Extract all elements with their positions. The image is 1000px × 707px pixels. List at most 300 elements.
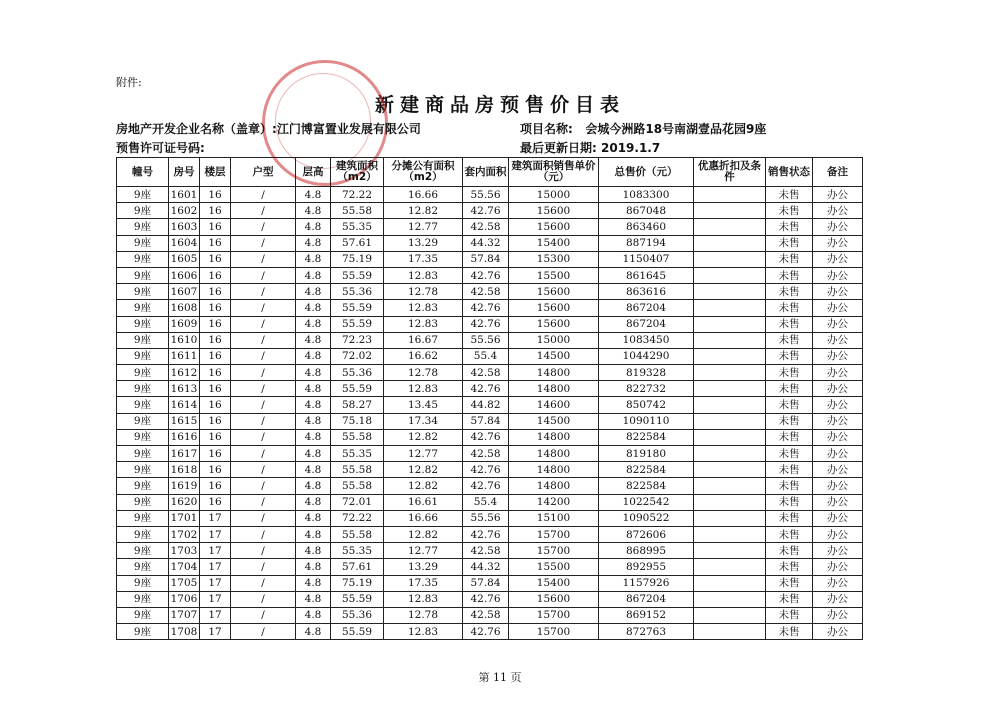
table-cell: 15600 (509, 284, 599, 300)
table-cell: 未售 (766, 526, 813, 542)
table-cell: 16 (200, 332, 231, 348)
table-cell: 办公 (813, 478, 863, 494)
table-cell: 1701 (169, 510, 200, 526)
table-cell: 57.61 (331, 235, 384, 251)
attachment-label: 附件: (116, 76, 142, 89)
table-cell: / (231, 543, 296, 559)
table-cell: / (231, 510, 296, 526)
table-cell: 未售 (766, 543, 813, 559)
table-cell: 55.59 (331, 624, 384, 640)
table-cell: 872606 (599, 526, 694, 542)
table-cell: 14600 (509, 397, 599, 413)
table-cell: 1619 (169, 478, 200, 494)
table-cell: 44.82 (463, 397, 509, 413)
table-cell: 9座 (117, 365, 169, 381)
table-cell (694, 300, 766, 316)
table-row (117, 607, 863, 623)
table-cell: 42.58 (463, 607, 509, 623)
table-cell: 办公 (813, 446, 863, 462)
table-cell (694, 365, 766, 381)
table-cell: 12.78 (384, 284, 463, 300)
table-cell (694, 591, 766, 607)
table-cell: / (231, 591, 296, 607)
table-cell: 42.76 (463, 381, 509, 397)
table-row (117, 316, 863, 332)
table-cell: 4.8 (296, 365, 331, 381)
table-cell: / (231, 526, 296, 542)
table-cell: 72.02 (331, 348, 384, 364)
table-cell: 17 (200, 510, 231, 526)
table-cell: 869152 (599, 607, 694, 623)
table-cell: 办公 (813, 591, 863, 607)
table-cell: 未售 (766, 494, 813, 510)
price-table (116, 157, 863, 640)
table-cell: 55.59 (331, 591, 384, 607)
table-row (117, 510, 863, 526)
table-cell: 办公 (813, 284, 863, 300)
table-cell: 15000 (509, 187, 599, 203)
developer-value: 江门博富置业发展有限公司 (276, 122, 421, 136)
table-cell: 75.19 (331, 575, 384, 591)
table-cell: / (231, 462, 296, 478)
table-cell: 办公 (813, 510, 863, 526)
table-cell: / (231, 251, 296, 267)
table-cell: 办公 (813, 348, 863, 364)
table-cell: 9座 (117, 316, 169, 332)
table-cell: 4.8 (296, 332, 331, 348)
table-cell: 9座 (117, 284, 169, 300)
table-row (117, 332, 863, 348)
table-cell: 17 (200, 607, 231, 623)
table-cell: 1022542 (599, 494, 694, 510)
table-cell (694, 397, 766, 413)
table-cell: 42.58 (463, 446, 509, 462)
table-cell: 1620 (169, 494, 200, 510)
table-cell: 9座 (117, 478, 169, 494)
table-cell: 55.58 (331, 429, 384, 445)
table-cell: 17.34 (384, 413, 463, 429)
table-cell: 1090522 (599, 510, 694, 526)
table-cell (694, 446, 766, 462)
table-cell: 办公 (813, 526, 863, 542)
table-cell: 4.8 (296, 543, 331, 559)
table-cell: 9座 (117, 559, 169, 575)
table-cell: 42.58 (463, 219, 509, 235)
table-cell: 1616 (169, 429, 200, 445)
table-row (117, 575, 863, 591)
table-row (117, 429, 863, 445)
table-cell: 4.8 (296, 413, 331, 429)
table-cell: 55.35 (331, 543, 384, 559)
document-title: 新建商品房预售价目表 (374, 94, 625, 116)
table-cell: 12.83 (384, 300, 463, 316)
table-cell: 未售 (766, 624, 813, 640)
table-cell: 1603 (169, 219, 200, 235)
table-cell: 1607 (169, 284, 200, 300)
table-cell: 16 (200, 348, 231, 364)
table-cell: 55.36 (331, 284, 384, 300)
developer-line (116, 120, 421, 137)
table-cell: 9座 (117, 494, 169, 510)
header-cell: 分摊公有面积（m2） (384, 158, 463, 187)
table-cell (694, 429, 766, 445)
table-cell: 未售 (766, 365, 813, 381)
table-cell: / (231, 300, 296, 316)
table-cell (694, 510, 766, 526)
table-cell: 15600 (509, 591, 599, 607)
table-cell (694, 187, 766, 203)
table-cell: 1610 (169, 332, 200, 348)
table-cell: 55.36 (331, 365, 384, 381)
table-cell: 57.61 (331, 559, 384, 575)
table-row (117, 526, 863, 542)
table-cell: 未售 (766, 446, 813, 462)
table-cell: 872763 (599, 624, 694, 640)
table-cell: 15600 (509, 316, 599, 332)
table-cell: 4.8 (296, 429, 331, 445)
table-row (117, 219, 863, 235)
table-cell: 9座 (117, 591, 169, 607)
table-cell: 42.58 (463, 543, 509, 559)
table-cell: / (231, 348, 296, 364)
table-row (117, 543, 863, 559)
table-cell: 4.8 (296, 187, 331, 203)
table-cell: 867204 (599, 300, 694, 316)
table-cell: 12.83 (384, 591, 463, 607)
table-cell (694, 624, 766, 640)
table-cell: / (231, 381, 296, 397)
permit-line (116, 139, 205, 156)
table-cell: 14800 (509, 365, 599, 381)
table-cell: / (231, 316, 296, 332)
table-cell: 16.62 (384, 348, 463, 364)
table-cell: 867204 (599, 316, 694, 332)
table-cell: 1617 (169, 446, 200, 462)
table-cell: 未售 (766, 300, 813, 316)
table-row (117, 203, 863, 219)
table-cell (694, 494, 766, 510)
table-cell: 4.8 (296, 348, 331, 364)
table-cell: 9座 (117, 510, 169, 526)
table-cell: 15700 (509, 543, 599, 559)
table-cell (694, 526, 766, 542)
header-cell: 层高 (296, 158, 331, 187)
table-cell: 42.76 (463, 300, 509, 316)
table-row (117, 381, 863, 397)
table-cell: 办公 (813, 235, 863, 251)
table-cell: 办公 (813, 316, 863, 332)
table-cell: 4.8 (296, 316, 331, 332)
table-cell: 9座 (117, 397, 169, 413)
table-cell: 4.8 (296, 284, 331, 300)
table-cell: 17 (200, 591, 231, 607)
table-cell (694, 478, 766, 494)
table-cell: 14200 (509, 494, 599, 510)
table-row (117, 559, 863, 575)
table-cell: 办公 (813, 429, 863, 445)
table-cell: 未售 (766, 607, 813, 623)
table-cell: 未售 (766, 348, 813, 364)
table-cell: 867204 (599, 591, 694, 607)
table-cell: 57.84 (463, 251, 509, 267)
table-cell: 17 (200, 543, 231, 559)
table-cell (694, 235, 766, 251)
table-cell: 办公 (813, 413, 863, 429)
table-cell: 9座 (117, 251, 169, 267)
header-cell: 优惠折扣及条件 (694, 158, 766, 187)
table-cell: 861645 (599, 267, 694, 283)
table-cell: 办公 (813, 187, 863, 203)
table-cell: 未售 (766, 591, 813, 607)
table-cell: 9座 (117, 413, 169, 429)
table-cell (694, 251, 766, 267)
table-cell: 15100 (509, 510, 599, 526)
header-cell: 销售状态 (766, 158, 813, 187)
table-cell: 14800 (509, 462, 599, 478)
table-cell: 16 (200, 365, 231, 381)
table-cell: 16 (200, 413, 231, 429)
table-cell: 16 (200, 494, 231, 510)
table-row (117, 267, 863, 283)
table-cell: 办公 (813, 203, 863, 219)
table-cell: 16 (200, 478, 231, 494)
table-cell: 9座 (117, 381, 169, 397)
table-cell: 9座 (117, 446, 169, 462)
table-cell: 办公 (813, 251, 863, 267)
table-cell: 1611 (169, 348, 200, 364)
table-cell: 办公 (813, 332, 863, 348)
table-cell: 55.56 (463, 187, 509, 203)
table-row (117, 446, 863, 462)
table-cell: 55.56 (463, 510, 509, 526)
updated-value: 2019.1.7 (601, 141, 661, 155)
table-cell (694, 607, 766, 623)
table-cell: 12.83 (384, 624, 463, 640)
table-cell: 57.84 (463, 413, 509, 429)
table-cell: 9座 (117, 203, 169, 219)
header-cell: 户型 (231, 158, 296, 187)
table-row (117, 462, 863, 478)
table-cell: 16 (200, 462, 231, 478)
table-row (117, 187, 863, 203)
table-cell: 4.8 (296, 203, 331, 219)
table-cell: 15400 (509, 235, 599, 251)
table-cell: 17.35 (384, 251, 463, 267)
table-cell: 1704 (169, 559, 200, 575)
header-cell: 总售价（元） (599, 158, 694, 187)
table-cell: 12.78 (384, 365, 463, 381)
table-cell: / (231, 446, 296, 462)
table-cell: 9座 (117, 267, 169, 283)
table-cell (694, 381, 766, 397)
table-cell (694, 575, 766, 591)
table-cell: 15700 (509, 624, 599, 640)
table-cell: 72.01 (331, 494, 384, 510)
table-cell: 42.76 (463, 462, 509, 478)
table-cell: 12.82 (384, 462, 463, 478)
header-cell: 楼层 (200, 158, 231, 187)
table-cell: 14800 (509, 429, 599, 445)
table-cell: 892955 (599, 559, 694, 575)
table-cell: 1702 (169, 526, 200, 542)
table-row (117, 478, 863, 494)
table-cell: 未售 (766, 235, 813, 251)
table-cell: 9座 (117, 300, 169, 316)
table-header-row (117, 158, 863, 187)
table-row (117, 494, 863, 510)
table-cell: 9座 (117, 332, 169, 348)
table-cell: 863460 (599, 219, 694, 235)
table-cell: 未售 (766, 187, 813, 203)
table-cell: 55.56 (463, 332, 509, 348)
table-cell: 9座 (117, 624, 169, 640)
table-cell: 55.58 (331, 203, 384, 219)
table-cell: 未售 (766, 397, 813, 413)
table-cell: 4.8 (296, 381, 331, 397)
table-cell: 819328 (599, 365, 694, 381)
header-cell: 备注 (813, 158, 863, 187)
table-cell: 4.8 (296, 446, 331, 462)
header-cell: 套内面积 (463, 158, 509, 187)
table-cell: 未售 (766, 251, 813, 267)
table-cell: 1708 (169, 624, 200, 640)
table-cell: 17 (200, 575, 231, 591)
table-cell: 12.83 (384, 267, 463, 283)
table-cell: 9座 (117, 607, 169, 623)
table-cell: 4.8 (296, 559, 331, 575)
table-cell: 办公 (813, 381, 863, 397)
table-cell: 72.22 (331, 187, 384, 203)
header-cell: 幢号 (117, 158, 169, 187)
table-cell: 未售 (766, 413, 813, 429)
table-cell: 办公 (813, 219, 863, 235)
table-cell: 12.82 (384, 429, 463, 445)
table-cell: 72.22 (331, 510, 384, 526)
table-cell: 15600 (509, 300, 599, 316)
table-cell: 12.77 (384, 446, 463, 462)
table-cell: 12.83 (384, 316, 463, 332)
table-cell: 1613 (169, 381, 200, 397)
table-cell: 1601 (169, 187, 200, 203)
table-cell: / (231, 478, 296, 494)
table-cell: 17 (200, 624, 231, 640)
table-cell: 未售 (766, 462, 813, 478)
table-cell: 16.66 (384, 510, 463, 526)
table-cell: 42.76 (463, 316, 509, 332)
table-cell: 1609 (169, 316, 200, 332)
table-cell: 14500 (509, 413, 599, 429)
table-cell: 4.8 (296, 607, 331, 623)
table-cell: 未售 (766, 429, 813, 445)
table-cell: 17 (200, 559, 231, 575)
table-cell: 868995 (599, 543, 694, 559)
table-cell: 16.66 (384, 187, 463, 203)
table-cell: 未售 (766, 478, 813, 494)
table-cell: 13.29 (384, 235, 463, 251)
table-cell: 1612 (169, 365, 200, 381)
table-cell: 办公 (813, 365, 863, 381)
table-cell: 16 (200, 235, 231, 251)
table-cell: 1618 (169, 462, 200, 478)
header-cell: 建筑面积销售单价（元） (509, 158, 599, 187)
table-cell: 办公 (813, 494, 863, 510)
table-cell: 15600 (509, 219, 599, 235)
table-cell: / (231, 267, 296, 283)
table-cell: 1044290 (599, 348, 694, 364)
table-cell: 未售 (766, 316, 813, 332)
table-cell: 16 (200, 397, 231, 413)
table-cell: / (231, 429, 296, 445)
table-cell: 4.8 (296, 526, 331, 542)
table-cell: 9座 (117, 526, 169, 542)
header-cell: 房号 (169, 158, 200, 187)
table-cell: 42.76 (463, 203, 509, 219)
table-cell (694, 203, 766, 219)
table-cell: 未售 (766, 219, 813, 235)
table-cell: 1604 (169, 235, 200, 251)
table-cell: 15700 (509, 526, 599, 542)
table-cell: 未售 (766, 559, 813, 575)
table-cell: / (231, 235, 296, 251)
table-cell: 15000 (509, 332, 599, 348)
table-cell: 55.59 (331, 267, 384, 283)
table-cell: 办公 (813, 624, 863, 640)
table-cell: 4.8 (296, 510, 331, 526)
table-cell: 4.8 (296, 478, 331, 494)
table-cell: 16 (200, 300, 231, 316)
table-cell: 16 (200, 187, 231, 203)
header-cell: 建筑面积（m2） (331, 158, 384, 187)
table-cell: 9座 (117, 187, 169, 203)
table-cell: 未售 (766, 510, 813, 526)
table-cell: 44.32 (463, 235, 509, 251)
table-cell: 16 (200, 203, 231, 219)
table-cell: 55.35 (331, 446, 384, 462)
table-cell: 15300 (509, 251, 599, 267)
table-cell: 867048 (599, 203, 694, 219)
table-cell: 1608 (169, 300, 200, 316)
table-body (117, 187, 863, 640)
table-cell: 822584 (599, 429, 694, 445)
table-cell: 办公 (813, 575, 863, 591)
table-cell: 未售 (766, 332, 813, 348)
table-cell: 42.58 (463, 365, 509, 381)
table-cell: 9座 (117, 575, 169, 591)
table-cell: 16 (200, 219, 231, 235)
table-row (117, 397, 863, 413)
developer-label: 房地产开发企业名称（盖章）: (116, 122, 277, 136)
table-cell: / (231, 219, 296, 235)
table-cell: 1705 (169, 575, 200, 591)
table-cell: 16 (200, 316, 231, 332)
table-cell: 15500 (509, 559, 599, 575)
table-row (117, 348, 863, 364)
table-cell (694, 348, 766, 364)
table-cell: 822584 (599, 462, 694, 478)
table-cell: 未售 (766, 203, 813, 219)
table-cell: 16 (200, 251, 231, 267)
table-cell: 55.36 (331, 607, 384, 623)
table-cell: 15400 (509, 575, 599, 591)
table-cell: 办公 (813, 607, 863, 623)
table-cell: 42.76 (463, 478, 509, 494)
table-cell: 14800 (509, 381, 599, 397)
table-cell: 办公 (813, 543, 863, 559)
table-cell: 1150407 (599, 251, 694, 267)
table-cell: 4.8 (296, 300, 331, 316)
table-cell: 1614 (169, 397, 200, 413)
table-cell: 12.82 (384, 203, 463, 219)
